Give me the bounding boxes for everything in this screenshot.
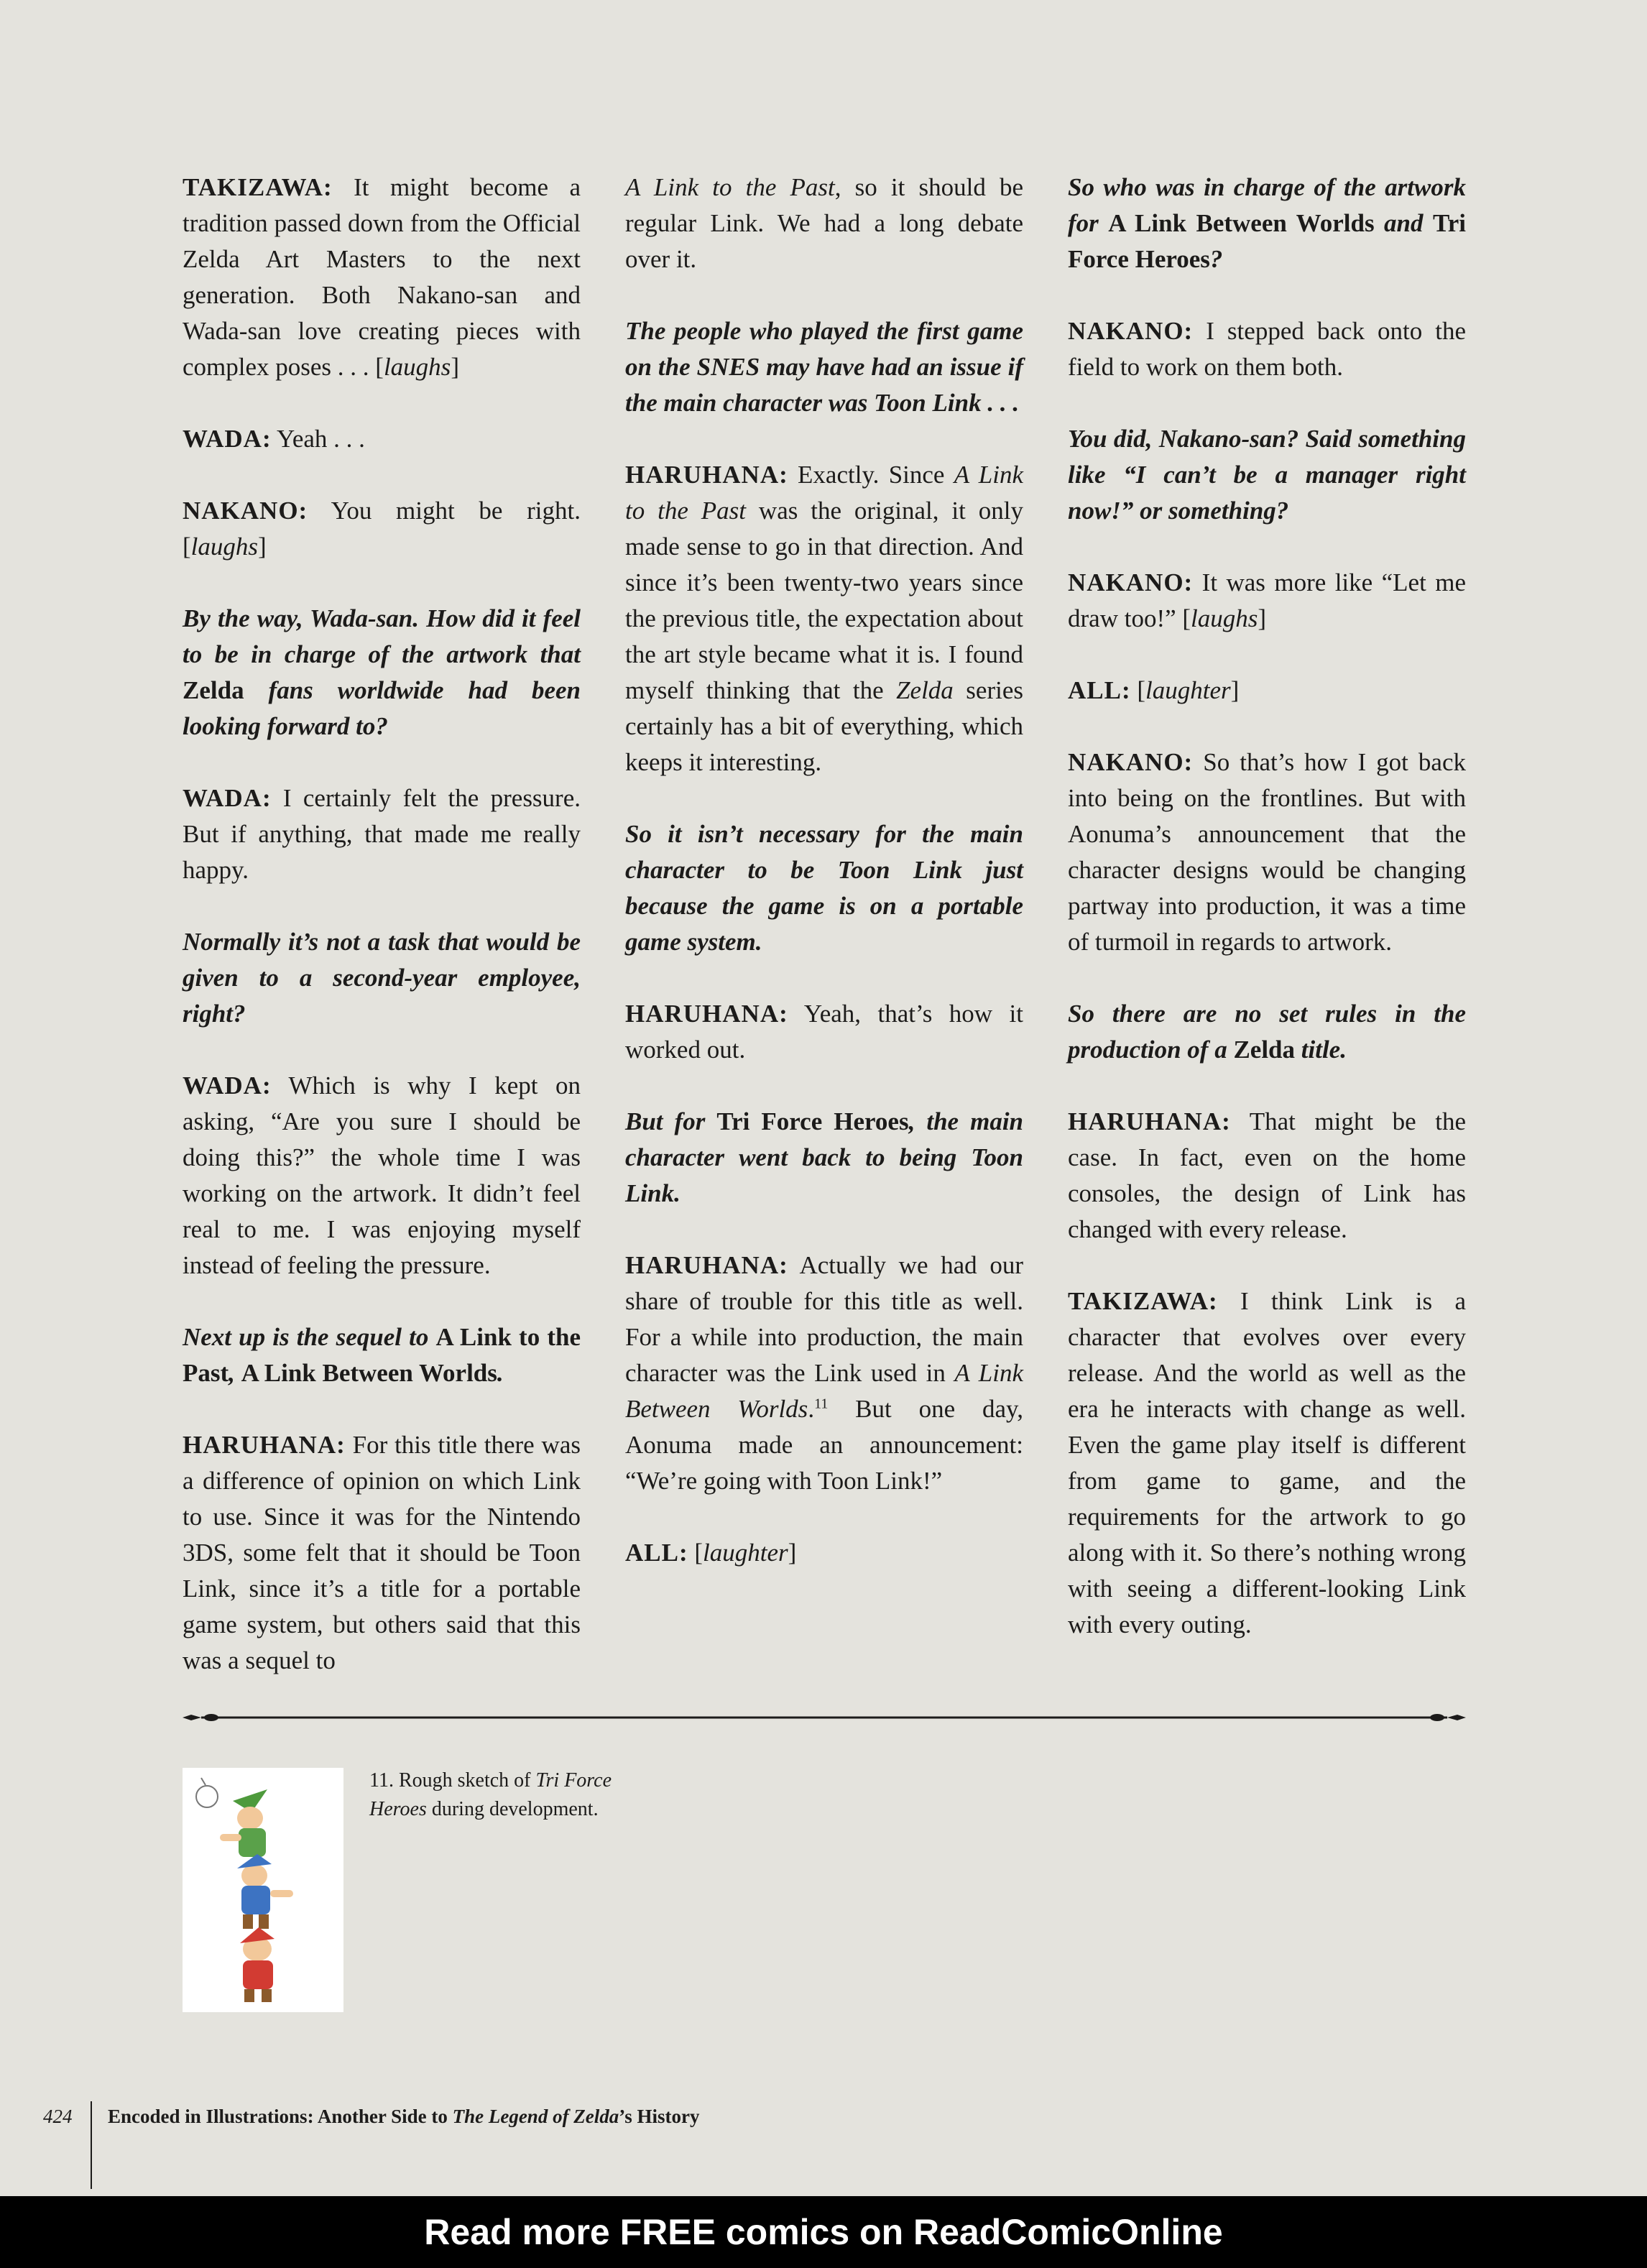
paragraph-text: [: [688, 1539, 703, 1567]
title-text: Tri Force Heroes: [716, 1107, 909, 1135]
stage-direction: laughter: [703, 1539, 788, 1567]
paragraph: [183, 493, 581, 565]
title-text: Zelda: [896, 676, 954, 704]
paragraph: [1068, 1104, 1466, 1248]
paragraph-text: , so it should be regular Link. We had a long debate over it.: [625, 173, 1023, 273]
paragraph-text: I certainly felt the pressure. But if anything, that made me really happy.: [183, 784, 581, 884]
paragraph-text: .: [808, 1395, 815, 1423]
title-text: The Legend of Zelda: [452, 2106, 619, 2127]
paragraph-text: ]: [1258, 604, 1267, 632]
paragraph: [1068, 313, 1466, 385]
interviewer-question: [1068, 996, 1466, 1068]
text-column-1: [183, 170, 581, 1715]
paragraph: [625, 1535, 1023, 1571]
question-text: So there are no set rules in the production of a: [1068, 1000, 1466, 1064]
footnote-marker: 11: [814, 1396, 829, 1412]
question-text: But for: [625, 1107, 717, 1135]
paragraph-text: ]: [788, 1539, 797, 1567]
text-column-2: [625, 170, 1023, 1607]
paragraph-text: was the original, it only made sense to go in that direction. And since it’s been twenty-two years since the previous title, the expectation about the art style became what it is. I found myself thinking that the: [625, 497, 1023, 704]
speaker-label: NAKANO:: [1068, 748, 1194, 776]
speaker-label: HARUHANA:: [1068, 1107, 1231, 1135]
speaker-label: HARUHANA:: [625, 1000, 788, 1028]
question-text: and: [1374, 209, 1433, 237]
paragraph-text: It was more like “Let me draw too!” [: [1068, 568, 1466, 632]
interviewer-question: [183, 1319, 581, 1391]
paragraph-text: That might be the case. In fact, even on the home consoles, the design of Link has changed with every release.: [1068, 1107, 1466, 1243]
link-sketch-illustration: [183, 1768, 343, 2012]
stage-direction: laughs: [1191, 604, 1258, 632]
paragraph: [625, 457, 1023, 780]
caption-text: 11. Rough sketch of: [369, 1769, 536, 1792]
title-text: A Link to the Past: [183, 1323, 581, 1387]
paragraph-text: I think Link is a character that evolves over every release. And the world as well as the era he interacts with change as well. Even the game play itself is different from game to game, and the requirements for the artwork to go along with it. So there’s nothing wrong with seeing a different-looking Link with every outing.: [1068, 1287, 1466, 1638]
paragraph: [183, 421, 581, 457]
question-text: .: [497, 1359, 504, 1387]
speaker-label: WADA:: [183, 784, 272, 812]
interviewer-question: [183, 601, 581, 745]
speaker-label: NAKANO:: [1068, 317, 1194, 345]
paragraph-text: For this title there was a difference of opinion on which Link to use. Since it was for the Nintendo 3DS, some felt that it should be Toon Link, since it’s a title for a portable game system, but others said that this was a sequel to: [183, 1431, 581, 1674]
paragraph-text: But one day, Aonuma made an announcement: “We’re going with Toon Link!”: [625, 1395, 1023, 1495]
paragraph-text: ]: [1230, 676, 1240, 704]
title-text: A Link to the Past: [625, 173, 835, 201]
paragraph-text: Yeah . . .: [271, 425, 365, 453]
page-number: 424: [43, 2106, 73, 2127]
paragraph-text: ]: [258, 533, 267, 561]
stage-direction: laughs: [190, 533, 259, 561]
speaker-label: NAKANO:: [1068, 568, 1194, 596]
paragraph: [1068, 673, 1466, 709]
paragraph-text: Actually we had our share of trouble for this title as well. For a while into production, the main character was the Link used in: [625, 1251, 1023, 1387]
interviewer-question: [1068, 170, 1466, 277]
speaker-label: WADA:: [183, 1071, 272, 1100]
figure-caption: [369, 1766, 671, 1824]
speaker-label: NAKANO:: [183, 497, 308, 525]
paragraph-text: You might be right. [: [183, 497, 581, 561]
paragraph-text: Exactly. Since: [788, 461, 954, 489]
paragraph: [183, 170, 581, 385]
speaker-label: ALL:: [625, 1539, 688, 1567]
running-title-text: Encoded in Illustrations: Another Side to: [108, 2106, 453, 2127]
paragraph: [1068, 565, 1466, 637]
interviewer-question: Normally it’s not a task that would be given to a second-year employee, right?: [183, 928, 581, 1028]
title-text: A Link to the Past: [625, 461, 1023, 525]
question-text: title.: [1295, 1036, 1347, 1064]
title-text: Tri Force Heroes: [1068, 209, 1466, 273]
paragraph-text: [: [1130, 676, 1146, 704]
paragraph: [183, 1427, 581, 1679]
speaker-label: HARUHANA:: [183, 1431, 346, 1459]
paragraph-text: Which is why I kept on asking, “Are you sure I should be doing this?” the whole time I was working on the artwork. It didn’t feel real to me. I was enjoying myself instead of feeling the pressure.: [183, 1071, 581, 1279]
paragraph-text: So that’s how I got back into being on the frontlines. But with Aonuma’s announcement that the character designs would be changing partway into production, it was a time of turmoil in regards to artwork.: [1068, 748, 1466, 956]
speaker-label: WADA:: [183, 425, 272, 453]
title-text: Zelda: [183, 676, 244, 704]
interviewer-question: The people who played the first game on the SNES may have had an issue if the main character was Toon Link . . .: [625, 317, 1023, 417]
title-text: A Link Between Worlds: [625, 1359, 1023, 1423]
caption-text: during development.: [426, 1798, 599, 1820]
paragraph: [183, 1068, 581, 1283]
promo-banner[interactable]: Read more FREE comics on ReadComicOnline: [0, 2196, 1647, 2268]
interviewer-question: [625, 1104, 1023, 1212]
paragraph: [625, 996, 1023, 1068]
paragraph-text: I stepped back onto the field to work on them both.: [1068, 317, 1466, 381]
question-text: ,: [229, 1359, 241, 1387]
title-text: Tri Force Heroes: [369, 1769, 612, 1820]
interviewer-question: You did, Nakano-san? Said something like “I can’t be a manager right now!” or something?: [1068, 425, 1466, 525]
paragraph-text: It might become a tradition passed down from the Official Zelda Art Masters to the next generation. Both Nakano-san and Wada-san love creating pieces with complex poses . . . [: [183, 173, 581, 381]
running-title: [108, 2106, 700, 2128]
sketch-thumbnail: [183, 1768, 343, 2012]
question-text: Next up is the sequel to: [183, 1323, 436, 1351]
paragraph-text: Yeah, that’s how it worked out.: [625, 1000, 1023, 1064]
paragraph-text: ]: [451, 353, 459, 381]
question-text: By the way, Wada-san. How did it feel to be in charge of the artwork that: [183, 604, 581, 668]
speaker-label: TAKIZAWA:: [183, 173, 333, 201]
speaker-label: TAKIZAWA:: [1068, 1287, 1218, 1315]
footer-divider: [91, 2101, 92, 2189]
paragraph: [625, 1248, 1023, 1499]
ornamental-divider: [183, 1709, 1466, 1726]
stage-direction: laughter: [1145, 676, 1231, 704]
title-text: A Link Between Worlds: [241, 1359, 497, 1387]
paragraph-text: series certainly has a bit of everything, which keeps it interesting.: [625, 676, 1023, 776]
title-text: A Link Between Worlds: [1108, 209, 1375, 237]
speaker-label: HARUHANA:: [625, 1251, 788, 1279]
text-column-3: [1068, 170, 1466, 1679]
speaker-label: ALL:: [1068, 676, 1131, 704]
stage-direction: laughs: [383, 353, 451, 381]
paragraph: [183, 780, 581, 888]
question-text: , the main character went back to being Toon Link.: [625, 1107, 1024, 1207]
interviewer-question: So it isn’t necessary for the main character to be Toon Link just because the game is on a portable game system.: [625, 820, 1023, 956]
paragraph: [1068, 1283, 1466, 1643]
question-text: ?: [1209, 245, 1223, 273]
question-text: fans worldwide had been looking forward to?: [183, 676, 581, 740]
running-title-text: ’s History: [619, 2106, 700, 2127]
question-text: So who was in charge of the artwork for: [1068, 173, 1466, 237]
speaker-label: HARUHANA:: [625, 461, 788, 489]
title-text: Zelda: [1233, 1036, 1296, 1064]
paragraph: [1068, 745, 1466, 960]
paragraph: [625, 170, 1023, 277]
